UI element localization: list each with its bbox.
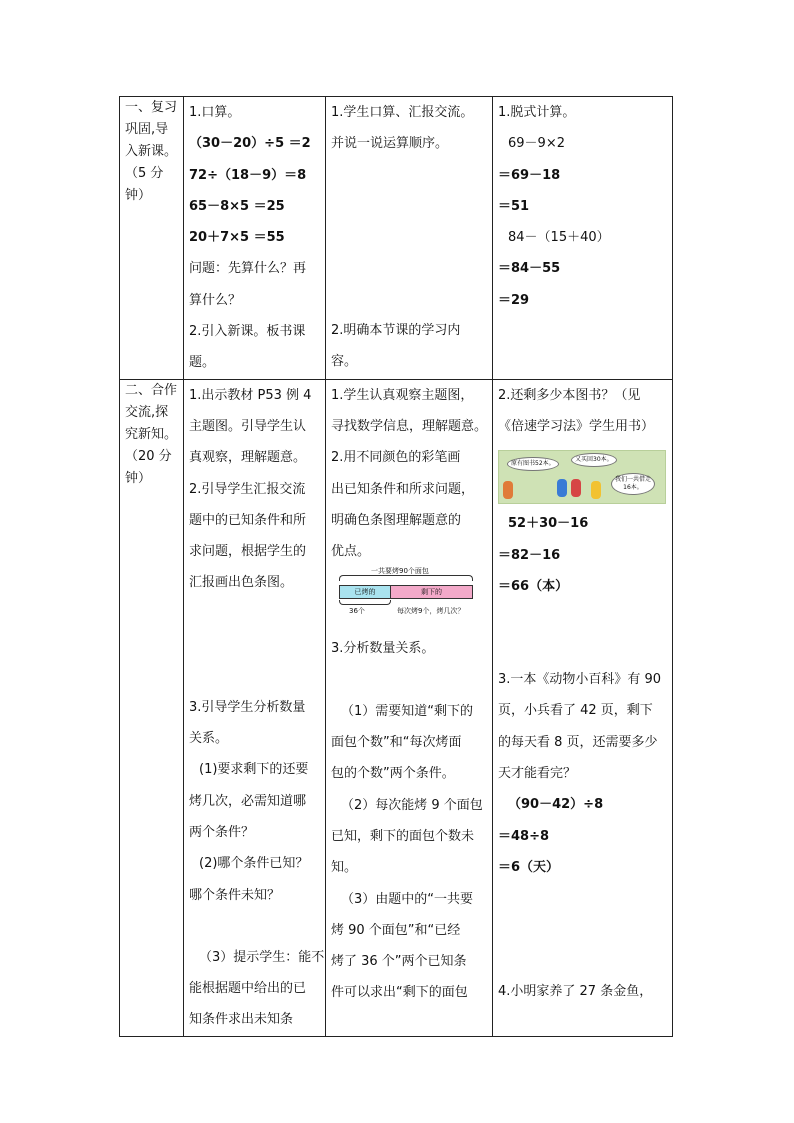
text-line: 主题图。引导学生认: [189, 418, 307, 434]
stage-cell-review: [120, 97, 184, 380]
text-line: 2.还剩多少本图书？（见: [498, 387, 641, 403]
text-line: 寻找数学信息，理解题意。: [331, 418, 488, 434]
text-line: 20＋7×5 ＝55: [189, 230, 285, 246]
text-line: 2.明确本节课的学习内: [331, 322, 461, 338]
text-line: 1.学生口算、汇报交流。: [331, 105, 474, 120]
text-line: 容。: [331, 353, 358, 369]
text-line: 4.小明家养了 27 条金鱼，: [498, 984, 653, 1000]
text-line: （2）每次能烤 9 个面包: [341, 797, 483, 813]
text-line: 面包个数”和“每次烤面: [331, 735, 462, 751]
text-line: 1.学生认真观察主题图，: [331, 387, 474, 403]
text-line: 件可以求出“剩下的面包: [331, 985, 468, 1001]
text-line: ＝29: [498, 292, 530, 308]
bar-left-label: 36个: [349, 607, 365, 616]
text-line: 2.引导学生汇报交流: [189, 481, 306, 497]
text-line: 2.引入新课。板书课: [189, 324, 306, 340]
text-line: 题中的已知条件和所: [189, 512, 307, 528]
text-line: 3.一本《动物小百科》有 90: [498, 672, 662, 688]
bottom-brace: [339, 600, 391, 605]
text-line: 能根据题中给出的已: [189, 981, 307, 997]
text-line: (2)哪个条件已知？: [199, 856, 309, 872]
text-line: 优点。: [331, 544, 371, 560]
text-line: 《倍速学习法》学生用书）: [498, 418, 655, 434]
text-line: 65－8×5 ＝25: [189, 198, 285, 214]
teacher-activity-cell: [184, 379, 326, 1036]
table-row: [120, 379, 673, 1036]
text-line: （30－20）÷5 ＝2: [189, 136, 311, 152]
stage-label: 一、复习巩固,导入新课。（5 分钟）: [125, 100, 178, 203]
text-line: 知条件求出未知条: [189, 1012, 294, 1028]
child-figure: [557, 479, 567, 497]
bar-right-label: 每次烤9个，烤几次？: [397, 607, 465, 616]
child-figure: [591, 481, 601, 499]
text-line: 关系。: [189, 731, 229, 747]
teacher-activity-cell: [184, 97, 326, 380]
text-line: 3.分析数量关系。: [331, 641, 435, 657]
lesson-plan-table: [119, 96, 673, 1037]
practice-cell: [493, 97, 673, 380]
text-line: 汇报画出色条图。: [189, 575, 294, 591]
child-figure: [503, 481, 513, 499]
text-line: 1.脱式计算。: [498, 105, 576, 120]
textbook-picture: [498, 444, 667, 504]
child-figure: [571, 479, 581, 497]
text-line: (1)要求剩下的还要: [199, 762, 309, 778]
text-line: 哪个条件未知？: [189, 887, 281, 903]
bar-segment-known: 已烤的: [339, 585, 391, 599]
speech-bubble: 原有图书52本。: [507, 457, 559, 471]
text-line: 69－9×2: [508, 136, 565, 152]
speech-bubble: 我们一共借走16本。: [611, 473, 655, 495]
bar-diagram: [331, 567, 487, 631]
text-line: 烤了 36 个”两个已知条: [331, 954, 467, 970]
student-activity-cell: [326, 379, 493, 1036]
text-line: 84－（15＋40）: [508, 230, 610, 246]
text-line: （3）提示学生：能不: [199, 949, 325, 965]
text-line: 烤 90 个面包”和“已经: [331, 922, 461, 938]
text-line: 真观察，理解题意。: [189, 450, 307, 466]
text-line: （3）由题中的“一共要: [341, 891, 474, 907]
text-line: ＝48÷8: [498, 828, 550, 844]
text-line: 72÷（18－9）＝8: [189, 167, 307, 183]
text-line: 明确色条图理解题意的: [331, 512, 462, 528]
text-line: 已知，剩下的面包个数未: [331, 828, 475, 844]
text-line: ＝69－18: [498, 167, 561, 183]
text-line: 问题：先算什么？再: [189, 261, 307, 277]
text-line: ＝66（本）: [498, 578, 569, 594]
text-line: 2.用不同颜色的彩笔画: [331, 450, 461, 466]
student-activity-cell: [326, 97, 493, 380]
text-line: 出已知条件和所求问题，: [331, 481, 475, 497]
text-line: 知。: [331, 860, 358, 876]
text-line: 两个条件？: [189, 824, 255, 840]
bar-segment-remaining: 剩下的: [390, 585, 473, 599]
text-line: ＝6（天）: [498, 859, 560, 875]
text-line: 求问题，根据学生的: [189, 544, 307, 560]
text-line: 的每天看 8 页，还需要多少: [498, 734, 658, 750]
text-line: 烤几次，必需知道哪: [189, 793, 307, 809]
text-line: 包的个数”两个条件。: [331, 766, 455, 782]
illustration-image: [498, 450, 666, 504]
text-line: ＝51: [498, 198, 530, 214]
stage-label: 二、合作交流,探究新知。（20 分钟）: [125, 382, 178, 486]
table-row: [120, 97, 673, 380]
text-line: 并说一说运算顺序。: [331, 136, 449, 152]
practice-cell: [493, 379, 673, 1036]
text-line: （90－42）÷8: [508, 797, 604, 813]
text-line: （1）需要知道“剩下的: [341, 703, 474, 719]
bar-diagram-title: 一共要烤90个面包: [371, 567, 429, 576]
speech-bubble: 又买回30本。: [571, 453, 617, 467]
text-line: 1.口算。: [189, 105, 241, 120]
text-line: 52＋30－16: [508, 516, 589, 532]
text-line: 1.出示教材 P53 例 4: [189, 387, 312, 403]
text-line: 题。: [189, 355, 216, 371]
text-line: ＝84－55: [498, 261, 561, 277]
top-brace: [339, 575, 473, 581]
stage-cell-explore: [120, 379, 184, 1036]
text-line: 3.引导学生分析数量: [189, 699, 306, 715]
text-line: 算什么？: [189, 292, 242, 308]
text-line: 天才能看完？: [498, 766, 577, 782]
text-line: ＝82－16: [498, 547, 561, 563]
text-line: 页，小兵看了 42 页，剩下: [498, 703, 653, 719]
